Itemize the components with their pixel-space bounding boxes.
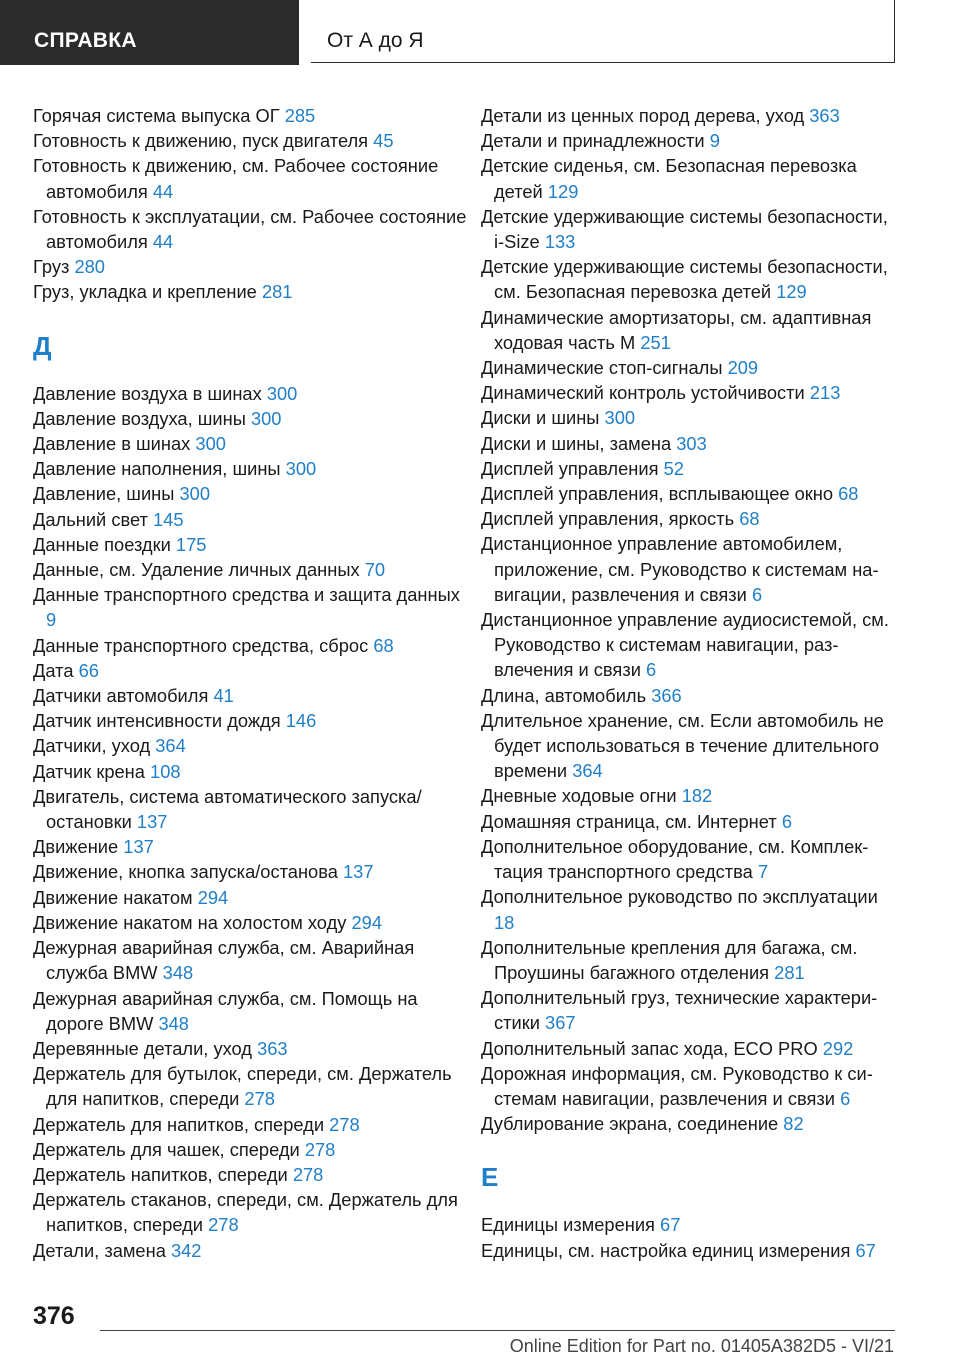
- page-reference-link[interactable]: 281: [261, 281, 293, 303]
- page-reference-link[interactable]: 137: [342, 861, 374, 883]
- index-entry-text: Датчики, уход: [33, 735, 151, 757]
- index-column-left: [33, 103, 473, 1263]
- index-entry-text: Дополнительные крепления для багажа, см. Проушины багажного отделения: [481, 936, 858, 983]
- index-entry: [481, 204, 901, 254]
- page-reference-link[interactable]: 129: [547, 180, 579, 202]
- chapter-tab: [311, 0, 895, 63]
- index-entry: [33, 683, 473, 708]
- index-entry-text: Детали и принадлежности: [481, 130, 705, 152]
- index-entry: [481, 405, 901, 430]
- page-reference-link[interactable]: 300: [285, 458, 317, 480]
- index-entry: [33, 153, 473, 203]
- index-entry-text: Детали из ценных пород дерева, уход: [481, 105, 805, 126]
- index-entry: [33, 128, 473, 153]
- page-reference-link[interactable]: 52: [663, 457, 684, 479]
- index-entry-text: Датчик интенсивности дождя: [33, 710, 281, 732]
- index-entry-text: Диски и шины, замена: [481, 432, 672, 454]
- page-reference-link[interactable]: 66: [78, 659, 99, 681]
- index-entry: [481, 128, 901, 153]
- page-reference-link[interactable]: 251: [640, 331, 671, 353]
- index-entry-text: Держатель для бутылок, спереди, см. Держатель для напитков, спереди: [33, 1063, 452, 1110]
- index-entry-text: Дополнительный груз, технические характеристики: [481, 987, 878, 1034]
- index-entry: [33, 1238, 473, 1263]
- page-reference-link[interactable]: 70: [364, 559, 386, 581]
- index-entry-text: Груз, укладка и крепление: [33, 281, 257, 303]
- index-letter-heading: Е: [481, 1162, 499, 1193]
- index-entry-text: Движение: [33, 836, 119, 858]
- index-entry: [33, 986, 473, 1036]
- index-entry: [481, 506, 901, 531]
- index-entry-text: Готовность к движению, см. Рабочее состояние автомобиля: [33, 155, 439, 202]
- footer-divider: [100, 1330, 895, 1331]
- page-reference-link[interactable]: 68: [739, 508, 760, 530]
- page-reference-link[interactable]: 363: [257, 1037, 288, 1059]
- page-number: 376: [33, 1302, 75, 1330]
- index-entry-text: Давление наполнения, шины: [33, 458, 281, 480]
- page-reference-link[interactable]: 67: [660, 1214, 681, 1236]
- index-entry: [33, 910, 473, 935]
- index-entry-text: Дневные ходовые огни: [481, 785, 677, 807]
- index-entry: [481, 431, 901, 456]
- index-entry: [33, 708, 473, 733]
- page-reference-link[interactable]: 363: [809, 105, 840, 126]
- page-reference-link[interactable]: 303: [676, 432, 707, 454]
- index-entry: [481, 607, 901, 683]
- page-reference-link[interactable]: 294: [197, 886, 229, 908]
- page-reference-link[interactable]: 133: [544, 231, 576, 253]
- index-column-right: [481, 103, 901, 1263]
- index-entry-text: Дальний свет: [33, 508, 148, 530]
- page-reference-link[interactable]: 68: [373, 634, 394, 656]
- index-entry: [33, 481, 473, 506]
- index-entry-text: Дежурная аварийная служба, см. Аварийная служба BMW: [33, 937, 415, 984]
- page-reference-link[interactable]: 175: [175, 533, 207, 555]
- index-entry-text: Давление в шинах: [33, 433, 191, 455]
- page-reference-link[interactable]: 300: [195, 433, 226, 455]
- index-entry-text: Динамические амортизаторы, см. адаптивная ходовая часть M: [481, 306, 872, 353]
- index-entry-text: Дистанционное управление аудиосистемой, см. Руководство к системам навигации, развлечения и связи: [481, 609, 889, 681]
- index-entry-text: Готовность к движению, пуск двигателя: [33, 130, 369, 152]
- page-reference-link[interactable]: 278: [244, 1088, 275, 1110]
- page-reference-link[interactable]: 300: [266, 382, 298, 404]
- page-reference-link[interactable]: 342: [170, 1239, 202, 1261]
- page-reference-link[interactable]: 348: [162, 962, 194, 984]
- index-entry-text: Горячая система выпуска ОГ: [33, 105, 280, 126]
- page-reference-link[interactable]: 45: [373, 130, 394, 152]
- index-entry-text: Дополнительное руководство по эксплуатации: [481, 886, 878, 908]
- index-entry-text: Готовность к эксплуатации, см. Рабочее состояние автомобиля: [33, 205, 467, 253]
- index-entry-text: Держатель стаканов, спереди, см. Держатель для напитков, спереди: [33, 1189, 458, 1236]
- index-entry: [33, 859, 473, 884]
- index-entry: [33, 254, 473, 279]
- page-reference-link[interactable]: 6: [840, 1087, 851, 1109]
- index-entry-text: Дублирование экрана, соединение: [481, 1113, 779, 1135]
- index-entry: [481, 884, 901, 934]
- index-entry-text: Данные, см. Удаление личных данных: [33, 559, 360, 581]
- page-reference-link[interactable]: 213: [809, 382, 841, 404]
- index-letter-heading: Д: [33, 330, 52, 361]
- index-entry-text: Домашняя страница, см. Интернет: [481, 810, 777, 832]
- page-reference-link[interactable]: 300: [604, 407, 636, 429]
- index-entry-text: Датчики автомобиля: [33, 685, 209, 707]
- index-entry: [481, 531, 901, 607]
- index-entry-text: Дисплей управления, яркость: [481, 508, 735, 530]
- index-entry-text: Держатель напитков, спереди: [33, 1163, 288, 1185]
- index-entry: [33, 456, 473, 481]
- index-entry: [33, 759, 473, 784]
- page-reference-link[interactable]: 280: [74, 256, 105, 278]
- index-entry: [33, 885, 473, 910]
- index-entry: [33, 1137, 473, 1162]
- index-entry-text: Длительное хранение, см. Если автомобиль не будет использоваться в течение длительного времени: [481, 709, 884, 782]
- index-entry-text: Диски и шины: [481, 407, 600, 429]
- index-entry-text: Двигатель, система автоматического запуска/ остановки: [33, 785, 422, 833]
- index-entry-text: Дополнительное оборудование, см. Комплектация транспортного средства: [481, 835, 869, 883]
- page-reference-link[interactable]: 129: [776, 281, 807, 303]
- index-entry: [481, 103, 901, 128]
- page-reference-link[interactable]: 367: [545, 1012, 576, 1034]
- index-entry: [481, 783, 901, 808]
- index-entry: [33, 1036, 473, 1061]
- index-entry: [33, 532, 473, 557]
- index-entry-text: Датчик крена: [33, 760, 145, 782]
- index-entry: [33, 204, 473, 254]
- index-entry: [481, 1238, 901, 1263]
- index-entry-text: Движение накатом на холостом ходу: [33, 911, 347, 933]
- page-reference-link[interactable]: 41: [213, 685, 234, 707]
- page-reference-link[interactable]: 7: [757, 861, 769, 883]
- index-entry-text: Данные поездки: [33, 533, 171, 555]
- index-entry: [33, 1187, 473, 1237]
- index-entry-text: Длина, автомобиль: [481, 684, 647, 706]
- index-entry-text: Данные транспортного средства, сброс: [33, 634, 369, 656]
- page-reference-link[interactable]: 278: [208, 1214, 239, 1236]
- index-entry-text: Единицы измерения: [481, 1214, 655, 1236]
- index-entry-text: Динамические стоп-сигналы: [481, 357, 723, 379]
- index-entry: [33, 279, 473, 304]
- index-entry-text: Груз: [33, 256, 70, 278]
- page-reference-link[interactable]: 209: [727, 357, 759, 379]
- index-entry-text: Дорожная информация, см. Руководство к системам навигации, развлечения и связи: [481, 1062, 873, 1109]
- index-entry-text: Детали, замена: [33, 1239, 166, 1261]
- index-entry: [33, 1112, 473, 1137]
- section-title: СПРАВКА: [34, 29, 137, 52]
- index-entry: [481, 481, 901, 506]
- index-entry: [481, 1061, 901, 1111]
- index-entry: [33, 658, 473, 683]
- page-reference-link[interactable]: 292: [822, 1037, 854, 1059]
- index-entry-text: Детские удерживающие системы безопасности, см. Безопасная перевозка детей: [481, 256, 888, 303]
- index-entry-text: Дисплей управления: [481, 457, 659, 479]
- index-entry: [33, 784, 473, 834]
- page-reference-link[interactable]: 9: [709, 130, 720, 152]
- page-reference-link[interactable]: 82: [783, 1113, 804, 1135]
- index-entry: [33, 733, 473, 758]
- index-entry: [481, 355, 901, 380]
- page-reference-link[interactable]: 6: [646, 659, 657, 681]
- index-entry-text: Динамический контроль устойчивости: [481, 382, 805, 404]
- page-reference-link[interactable]: 364: [572, 760, 603, 782]
- index-entry-text: Давление, шины: [33, 483, 175, 505]
- page-reference-link[interactable]: 300: [250, 407, 282, 429]
- index-entry: [481, 305, 901, 355]
- index-entry: [33, 381, 473, 406]
- page-reference-link[interactable]: 364: [155, 735, 186, 757]
- index-entry-text: Дистанционное управление автомобилем, приложение, см. Руководство к системам навигации, развлечения и связи: [481, 533, 879, 605]
- page-reference-link[interactable]: 68: [838, 483, 859, 505]
- index-entry: [481, 985, 901, 1035]
- index-entry-text: Давление воздуха в шинах: [33, 382, 262, 404]
- index-entry: [33, 103, 473, 128]
- index-entry: [481, 456, 901, 481]
- page-reference-link[interactable]: 67: [855, 1239, 876, 1261]
- index-entry: [33, 935, 473, 985]
- index-entry: [481, 935, 901, 985]
- page-reference-link[interactable]: 137: [123, 836, 154, 858]
- index-entry-text: Дата: [33, 659, 74, 681]
- index-entry-text: Движение накатом: [33, 886, 193, 908]
- index-entry: [33, 633, 473, 658]
- page-reference-link[interactable]: 6: [751, 583, 763, 605]
- page-reference-link[interactable]: 182: [681, 785, 713, 807]
- index-entry-text: Данные транспортного средства и защита данных: [33, 584, 460, 606]
- index-entry: [481, 254, 901, 304]
- index-entry: [33, 1061, 473, 1111]
- page-reference-link[interactable]: 348: [158, 1012, 189, 1034]
- page-reference-link[interactable]: 137: [136, 811, 168, 833]
- page-reference-link[interactable]: 44: [152, 231, 174, 253]
- index-entry-text: Деревянные детали, уход: [33, 1037, 252, 1059]
- page-reference-link[interactable]: 278: [304, 1138, 336, 1160]
- index-entry-text: Детские удерживающие системы безопасности, i-Size: [481, 205, 888, 253]
- index-entry-text: Детские сиденья, см. Безопасная перевозка детей: [481, 155, 857, 202]
- index-entry: [481, 380, 901, 405]
- page-reference-link[interactable]: 9: [46, 609, 57, 631]
- index-entry: [33, 507, 473, 532]
- page-reference-link[interactable]: 6: [781, 810, 792, 832]
- page-reference-link[interactable]: 278: [329, 1113, 360, 1135]
- index-entry: [481, 834, 901, 884]
- page-reference-link[interactable]: 285: [284, 105, 316, 126]
- page-reference-link[interactable]: 18: [494, 911, 515, 933]
- index-entry-text: Единицы, см. настройка единиц измерения: [481, 1239, 851, 1261]
- page-reference-link[interactable]: 146: [285, 710, 317, 732]
- page-reference-link[interactable]: 294: [351, 911, 382, 933]
- chapter-title: От А до Я: [327, 29, 424, 52]
- index-entry: [481, 809, 901, 834]
- page-reference-link[interactable]: 366: [651, 684, 682, 706]
- index-entry: [481, 1036, 901, 1061]
- page-reference-link[interactable]: 281: [774, 961, 805, 983]
- index-entry: [33, 406, 473, 431]
- index-entry-text: Дисплей управления, всплывающее окно: [481, 483, 834, 505]
- index-entry: [33, 431, 473, 456]
- page-reference-link[interactable]: 278: [292, 1163, 324, 1185]
- index-entry-text: Дополнительный запас хода, ECO PRO: [481, 1037, 818, 1059]
- index-entry-text: Дежурная аварийная служба, см. Помощь на дороге BMW: [33, 987, 418, 1034]
- page-reference-link[interactable]: 300: [179, 483, 211, 505]
- footer-edition: Online Edition for Part no. 01405A382D5 - VI/21: [509, 1336, 894, 1356]
- page-reference-link[interactable]: 44: [152, 180, 174, 202]
- index-entry: [33, 1162, 473, 1187]
- index-entry: [481, 683, 901, 708]
- index-entry: [481, 708, 901, 784]
- index-entry: [481, 1111, 901, 1136]
- index-entry: [33, 557, 473, 582]
- index-entry: [33, 834, 473, 859]
- index-entry-text: Держатель для напитков, спереди: [33, 1113, 325, 1135]
- section-tab: [0, 0, 299, 65]
- index-entry: [481, 153, 901, 203]
- index-entry: [481, 1212, 901, 1237]
- page-reference-link[interactable]: 145: [153, 508, 184, 530]
- index-entry-text: Движение, кнопка запуска/останова: [33, 861, 338, 883]
- index-entry-text: Давление воздуха, шины: [33, 407, 246, 429]
- index-entry-text: Держатель для чашек, спереди: [33, 1138, 300, 1160]
- index-entry: [33, 582, 473, 632]
- page-reference-link[interactable]: 108: [150, 760, 181, 782]
